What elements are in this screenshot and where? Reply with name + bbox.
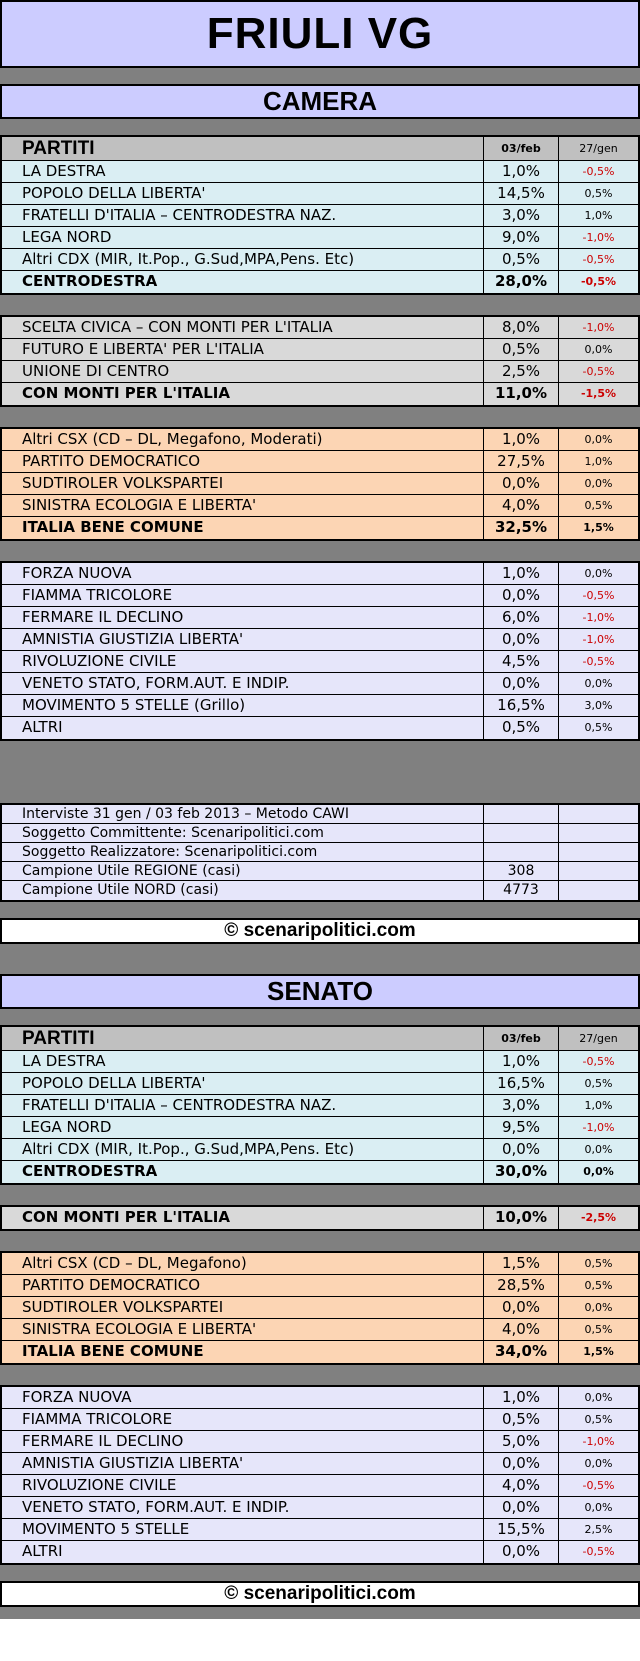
spacer <box>0 1565 640 1581</box>
delta-value: 1,0% <box>584 209 613 222</box>
current-value: 34,0% <box>484 1341 559 1363</box>
party-name: MOVIMENTO 5 STELLE (Grillo) <box>2 695 484 716</box>
current-value: 30,0% <box>484 1161 559 1183</box>
delta-value: -0,5% <box>582 589 615 602</box>
meta-row <box>2 843 638 862</box>
spacer <box>0 68 640 84</box>
spacer <box>0 1231 640 1251</box>
table-row <box>2 161 638 183</box>
party-name: ALTRI <box>2 717 484 739</box>
party-name: ITALIA BENE COMUNE <box>2 517 484 539</box>
camera-centrosinistra-table <box>0 427 640 541</box>
party-name: Altri CDX (MIR, It.Pop., G.Sud,MPA,Pens. Etc) <box>2 249 484 270</box>
delta-value: 2,5% <box>584 1523 613 1536</box>
delta-value: 0,0% <box>584 1501 613 1514</box>
delta-value: 1,5% <box>583 521 614 534</box>
delta-value: 0,0% <box>583 1165 614 1178</box>
current-value: 4,5% <box>484 651 559 672</box>
party-name: Altri CSX (CD – DL, Megafono, Moderati) <box>2 429 484 450</box>
current-value: 1,0% <box>484 563 559 584</box>
party-name: Interviste 31 gen / 03 feb 2013 – Metodo CAWI <box>2 805 484 823</box>
current-value <box>484 805 559 823</box>
table-row <box>2 695 638 717</box>
party-name: ALTRI <box>2 1541 484 1563</box>
delta-value <box>559 862 638 880</box>
table-row <box>2 1541 638 1563</box>
spacer <box>0 1607 640 1619</box>
current-value: 1,0% <box>484 161 559 182</box>
delta-value: -0,5% <box>580 275 617 288</box>
senato-centrosinistra-table <box>0 1251 640 1365</box>
party-name: SUDTIROLER VOLKSPARTEI <box>2 473 484 494</box>
delta-value: -0,5% <box>582 253 615 266</box>
party-name: SCELTA CIVICA – CON MONTI PER L'ITALIA <box>2 317 484 338</box>
table-header <box>2 137 638 161</box>
delta-value: 1,0% <box>584 1099 613 1112</box>
table-header <box>2 1027 638 1051</box>
party-name: UNIONE DI CENTRO <box>2 361 484 382</box>
delta-value: -0,5% <box>582 1479 615 1492</box>
current-value: 3,0% <box>484 205 559 226</box>
delta-value: 0,0% <box>584 343 613 356</box>
current-value: 0,0% <box>484 585 559 606</box>
party-name: AMNISTIA GIUSTIZIA LIBERTA' <box>2 1453 484 1474</box>
party-name: Altri CSX (CD – DL, Megafono) <box>2 1253 484 1274</box>
delta-value: -1,0% <box>582 633 615 646</box>
table-row <box>2 563 638 585</box>
section-title-senato: SENATO <box>0 974 640 1009</box>
party-name: FRATELLI D'ITALIA – CENTRODESTRA NAZ. <box>2 205 484 226</box>
delta-value: -1,0% <box>582 1435 615 1448</box>
current-value: 0,5% <box>484 339 559 360</box>
current-value: 9,5% <box>484 1117 559 1138</box>
delta-value: 0,5% <box>584 499 613 512</box>
copyright-footer: © scenaripolitici.com <box>0 918 640 944</box>
delta-value: -2,5% <box>580 1211 617 1224</box>
header-date-current: 03/feb <box>484 1027 559 1050</box>
delta-value: -1,0% <box>582 321 615 334</box>
header-partiti: PARTITI <box>2 1027 484 1050</box>
meta-row <box>2 881 638 900</box>
table-row <box>2 1519 638 1541</box>
spacer <box>0 295 640 315</box>
party-name: Soggetto Realizzatore: Scenaripolitici.com <box>2 843 484 861</box>
camera-metodologia-table <box>0 803 640 902</box>
current-value: 0,5% <box>484 717 559 739</box>
table-row <box>2 249 638 271</box>
current-value: 0,5% <box>484 1409 559 1430</box>
delta-value: 0,0% <box>584 677 613 690</box>
party-name: SUDTIROLER VOLKSPARTEI <box>2 1297 484 1318</box>
table-row <box>2 429 638 451</box>
delta-value: 0,5% <box>584 1323 613 1336</box>
delta-value: 0,5% <box>584 187 613 200</box>
meta-row <box>2 805 638 824</box>
delta-value: -0,5% <box>582 1055 615 1068</box>
current-value: 27,5% <box>484 451 559 472</box>
delta-value: -1,5% <box>580 387 617 400</box>
party-name: FUTURO E LIBERTA' PER L'ITALIA <box>2 339 484 360</box>
spacer <box>0 407 640 427</box>
total-row <box>2 1161 638 1183</box>
table-row <box>2 1117 638 1139</box>
current-value: 0,5% <box>484 249 559 270</box>
table-row <box>2 629 638 651</box>
party-name: CENTRODESTRA <box>2 1161 484 1183</box>
spacer <box>0 944 640 974</box>
delta-value: -1,0% <box>582 231 615 244</box>
current-value: 16,5% <box>484 695 559 716</box>
table-row <box>2 717 638 739</box>
party-name: FORZA NUOVA <box>2 563 484 584</box>
table-row <box>2 227 638 249</box>
table-row <box>2 361 638 383</box>
party-name: PARTITO DEMOCRATICO <box>2 451 484 472</box>
delta-value: -0,5% <box>582 165 615 178</box>
party-name: POPOLO DELLA LIBERTA' <box>2 1073 484 1094</box>
header-date-current: 03/feb <box>484 137 559 160</box>
delta-value: -1,0% <box>582 1121 615 1134</box>
party-name: CON MONTI PER L'ITALIA <box>2 383 484 405</box>
table-row <box>2 205 638 227</box>
current-value: 11,0% <box>484 383 559 405</box>
party-name: SINISTRA ECOLOGIA E LIBERTA' <box>2 1319 484 1340</box>
party-name: FIAMMA TRICOLORE <box>2 585 484 606</box>
senato-altri-table <box>0 1385 640 1565</box>
party-name: FORZA NUOVA <box>2 1387 484 1408</box>
delta-value: -0,5% <box>582 1545 615 1558</box>
party-name: Campione Utile NORD (casi) <box>2 881 484 900</box>
spacer <box>0 119 640 135</box>
current-value: 0,0% <box>484 1139 559 1160</box>
delta-value <box>559 824 638 842</box>
party-name: LEGA NORD <box>2 227 484 248</box>
current-value: 0,0% <box>484 1541 559 1563</box>
current-value: 14,5% <box>484 183 559 204</box>
current-value <box>484 824 559 842</box>
party-name: VENETO STATO, FORM.AUT. E INDIP. <box>2 673 484 694</box>
table-row <box>2 1497 638 1519</box>
current-value: 8,0% <box>484 317 559 338</box>
current-value: 0,0% <box>484 673 559 694</box>
party-name: SINISTRA ECOLOGIA E LIBERTA' <box>2 495 484 516</box>
delta-value: 0,0% <box>584 567 613 580</box>
party-name: FERMARE IL DECLINO <box>2 607 484 628</box>
party-name: FRATELLI D'ITALIA – CENTRODESTRA NAZ. <box>2 1095 484 1116</box>
spacer <box>0 1365 640 1385</box>
party-name: RIVOLUZIONE CIVILE <box>2 1475 484 1496</box>
party-name: FERMARE IL DECLINO <box>2 1431 484 1452</box>
party-name: LEGA NORD <box>2 1117 484 1138</box>
camera-centrodestra-table <box>0 135 640 295</box>
senato-centrodestra-table <box>0 1025 640 1185</box>
current-value: 4,0% <box>484 1319 559 1340</box>
page-title: FRIULI VG <box>0 0 640 68</box>
current-value: 1,0% <box>484 1387 559 1408</box>
camera-altri-table <box>0 561 640 741</box>
party-name: ITALIA BENE COMUNE <box>2 1341 484 1363</box>
current-value <box>484 843 559 861</box>
delta-value: 0,0% <box>584 1457 613 1470</box>
header-date-previous: 27/gen <box>579 142 618 155</box>
party-name: VENETO STATO, FORM.AUT. E INDIP. <box>2 1497 484 1518</box>
current-value: 16,5% <box>484 1073 559 1094</box>
total-row <box>2 271 638 293</box>
party-name: LA DESTRA <box>2 161 484 182</box>
current-value: 1,0% <box>484 429 559 450</box>
delta-value: 1,0% <box>584 455 613 468</box>
total-row <box>2 383 638 405</box>
table-row <box>2 473 638 495</box>
current-value: 0,0% <box>484 1497 559 1518</box>
current-value: 1,0% <box>484 1051 559 1072</box>
current-value: 1,5% <box>484 1253 559 1274</box>
party-name: MOVIMENTO 5 STELLE <box>2 1519 484 1540</box>
spacer <box>0 541 640 561</box>
party-name: Altri CDX (MIR, It.Pop., G.Sud,MPA,Pens. Etc) <box>2 1139 484 1160</box>
current-value: 5,0% <box>484 1431 559 1452</box>
delta-value: 0,5% <box>584 721 613 734</box>
delta-value: 0,0% <box>584 1301 613 1314</box>
table-row <box>2 339 638 361</box>
party-name: CENTRODESTRA <box>2 271 484 293</box>
table-row <box>2 1051 638 1073</box>
current-value: 4,0% <box>484 495 559 516</box>
current-value: 308 <box>484 862 559 880</box>
party-name: Soggetto Committente: Scenaripolitici.com <box>2 824 484 842</box>
delta-value: 0,0% <box>584 433 613 446</box>
table-row <box>2 1475 638 1497</box>
table-row <box>2 1073 638 1095</box>
delta-value: -1,0% <box>582 611 615 624</box>
table-row <box>2 317 638 339</box>
table-row <box>2 495 638 517</box>
table-row <box>2 1253 638 1275</box>
party-name: CON MONTI PER L'ITALIA <box>2 1207 484 1229</box>
spacer <box>0 902 640 918</box>
current-value: 0,0% <box>484 629 559 650</box>
current-value: 4,0% <box>484 1475 559 1496</box>
party-name: Campione Utile REGIONE (casi) <box>2 862 484 880</box>
table-row <box>2 1139 638 1161</box>
table-row <box>2 673 638 695</box>
current-value: 0,0% <box>484 473 559 494</box>
current-value: 2,5% <box>484 361 559 382</box>
delta-value: 0,0% <box>584 477 613 490</box>
delta-value: 0,5% <box>584 1413 613 1426</box>
meta-row <box>2 824 638 843</box>
table-row <box>2 651 638 673</box>
copyright-footer: © scenaripolitici.com <box>0 1581 640 1607</box>
delta-value: -0,5% <box>582 365 615 378</box>
table-row <box>2 1387 638 1409</box>
spacer <box>0 741 640 803</box>
section-title-camera: CAMERA <box>0 84 640 119</box>
total-row <box>2 1207 638 1229</box>
table-row <box>2 1319 638 1341</box>
delta-value: 0,5% <box>584 1257 613 1270</box>
table-row <box>2 1095 638 1117</box>
party-name: AMNISTIA GIUSTIZIA LIBERTA' <box>2 629 484 650</box>
delta-value <box>559 881 638 900</box>
current-value: 0,0% <box>484 1297 559 1318</box>
party-name: POPOLO DELLA LIBERTA' <box>2 183 484 204</box>
party-name: FIAMMA TRICOLORE <box>2 1409 484 1430</box>
spacer <box>0 1009 640 1025</box>
delta-value: 1,5% <box>583 1345 614 1358</box>
delta-value: 0,0% <box>584 1391 613 1404</box>
table-row <box>2 183 638 205</box>
table-row <box>2 585 638 607</box>
delta-value: 0,5% <box>584 1077 613 1090</box>
current-value: 15,5% <box>484 1519 559 1540</box>
total-row <box>2 517 638 539</box>
table-row <box>2 1409 638 1431</box>
current-value: 10,0% <box>484 1207 559 1229</box>
current-value: 28,0% <box>484 271 559 293</box>
party-name: LA DESTRA <box>2 1051 484 1072</box>
delta-value: 3,0% <box>584 699 613 712</box>
current-value: 32,5% <box>484 517 559 539</box>
party-name: PARTITO DEMOCRATICO <box>2 1275 484 1296</box>
header-date-previous: 27/gen <box>579 1032 618 1045</box>
total-row <box>2 1341 638 1363</box>
current-value: 9,0% <box>484 227 559 248</box>
camera-monti-table <box>0 315 640 407</box>
meta-row <box>2 862 638 881</box>
senato-monti-table <box>0 1205 640 1231</box>
spacer <box>0 1185 640 1205</box>
current-value: 6,0% <box>484 607 559 628</box>
current-value: 28,5% <box>484 1275 559 1296</box>
delta-value: 0,0% <box>584 1143 613 1156</box>
current-value: 3,0% <box>484 1095 559 1116</box>
header-partiti: PARTITI <box>2 137 484 160</box>
current-value: 0,0% <box>484 1453 559 1474</box>
delta-value: -0,5% <box>582 655 615 668</box>
table-row <box>2 1431 638 1453</box>
table-row <box>2 1275 638 1297</box>
table-row <box>2 451 638 473</box>
current-value: 4773 <box>484 881 559 900</box>
delta-value <box>559 805 638 823</box>
delta-value <box>559 843 638 861</box>
party-name: RIVOLUZIONE CIVILE <box>2 651 484 672</box>
table-row <box>2 607 638 629</box>
table-row <box>2 1453 638 1475</box>
delta-value: 0,5% <box>584 1279 613 1292</box>
table-row <box>2 1297 638 1319</box>
